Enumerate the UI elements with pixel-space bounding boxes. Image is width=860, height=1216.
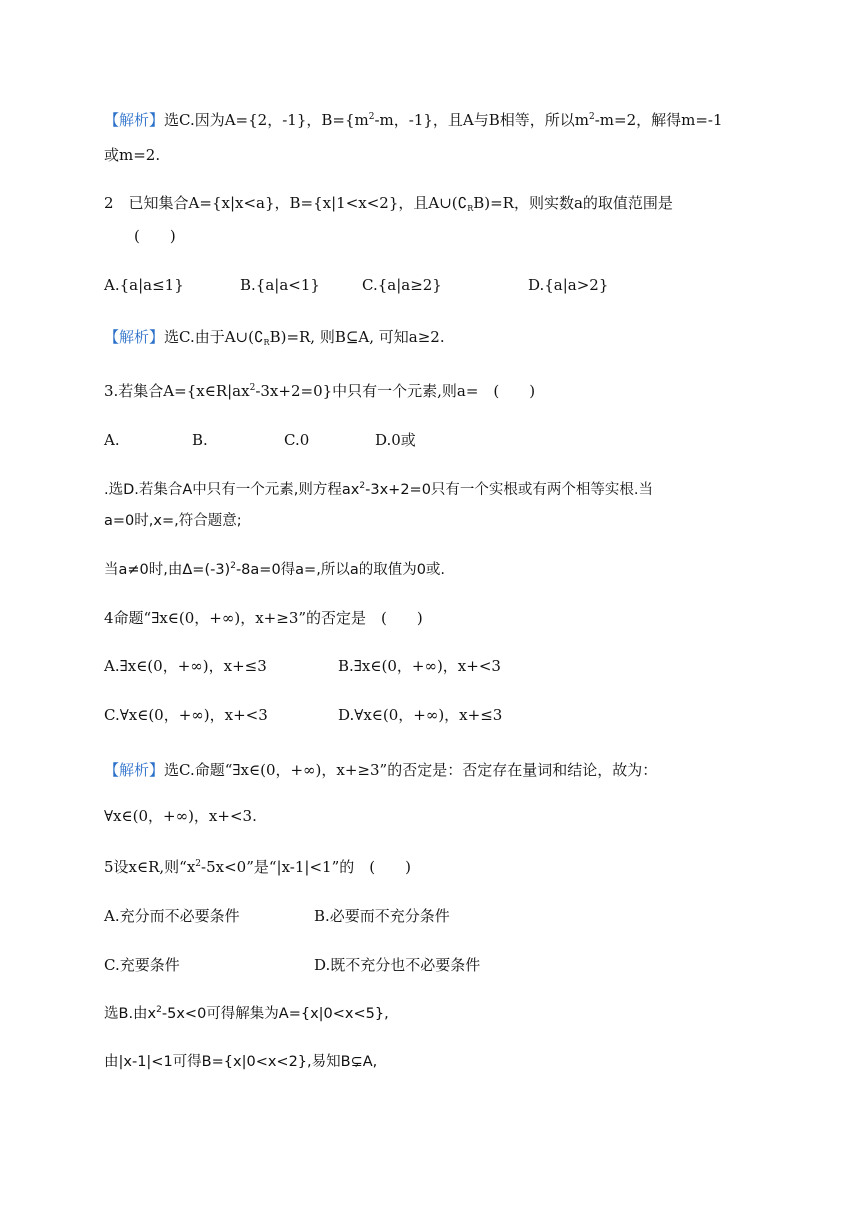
analysis-2: 【解析】选C.由于$A\cup(∁_RB)=R$, 则B⊆A, 可知a≥2. <box>104 328 445 347</box>
line-analysis-1: 【解析】选C.因为A={2，-1}，$B=\{m^2-m$，-1}，且A与B相等，所以$m^2-m=2$，解得m=-1 <box>104 111 723 129</box>
analysis-4: 【解析】选C.命题“∃x∈(0，+∞)，x+≥3”的否定是：否定存在量词和结论，故为： <box>104 761 658 779</box>
answer-5b: 由|x-1|<1可得B={x|0<x<2},易知B⊊A, <box>104 1054 378 1070</box>
q4-option-a: A.∃x∈(0，+∞)，x+≤3 <box>104 657 267 675</box>
q5-option-b: B.必要而不充分条件 <box>314 907 450 925</box>
q3-option-b: B. <box>192 431 208 449</box>
q2-option-b: B.{a|a<1} <box>240 276 320 294</box>
answer-3c: 当a≠0时,由$\Delta=(-3)^2-8a=0$得a=,所以a的取值为0或. <box>104 561 446 578</box>
q2-option-a: A.{a|a≤1} <box>104 276 184 294</box>
q4-option-d: D.∀x∈(0，+∞)，x+≤3 <box>338 706 503 724</box>
line-analysis-1b: 或m=2. <box>104 146 161 164</box>
q3-option-d: D.0或 <box>375 431 416 449</box>
analysis-4b: ∀x∈(0，+∞)，x+<3. <box>104 807 257 825</box>
q4-option-c: C.∀x∈(0，+∞)，x+<3 <box>104 706 268 724</box>
answer-3b: a=0时,x=,符合题意; <box>104 513 242 529</box>
question-3: 3.若集合$A=\{x\in R|ax^2-3x+2=0\}$中只有一个元素,则a= ( ) <box>104 382 536 400</box>
q5-option-d: D.既不充分也不必要条件 <box>314 956 481 974</box>
q4-option-b: B.∃x∈(0，+∞)，x+<3 <box>338 657 501 675</box>
analysis-tag: 【解析】 <box>104 111 165 129</box>
answer-5: 选B.由$x^2-5x<0$可得解集为A={x|0<x<5}, <box>104 1005 389 1022</box>
question-5: 5设x∈R,则“$x^2-5x<0$”是“|x-1|<1”的 ( ) <box>104 858 411 876</box>
q3-option-a: A. <box>104 431 120 449</box>
question-4: 4命题“∃x∈(0，+∞)，x+≥3”的否定是 ( ) <box>104 609 423 627</box>
question-2: 2 已知集合A={x|x<a}，B={x|1<x<2}，且$A\cup(∁_RB)=R$，则实数a的取值范围是 <box>104 194 673 213</box>
q2-option-c: C.{a|a≥2} <box>362 276 442 294</box>
q5-option-c: C.充要条件 <box>104 956 180 974</box>
q5-option-a: A.充分而不必要条件 <box>104 907 240 925</box>
q3-option-c: C.0 <box>284 431 310 449</box>
q2-option-d: D.{a|a>2} <box>528 276 609 294</box>
question-2-bracket: ( ) <box>134 227 176 245</box>
answer-3: .选D.若集合A中只有一个元素,则方程$ax^2-3x+2=0$只有一个实根或有两个相等实根.当 <box>104 481 654 498</box>
analysis-tag: 【解析】 <box>104 328 165 346</box>
analysis-tag: 【解析】 <box>104 761 165 779</box>
